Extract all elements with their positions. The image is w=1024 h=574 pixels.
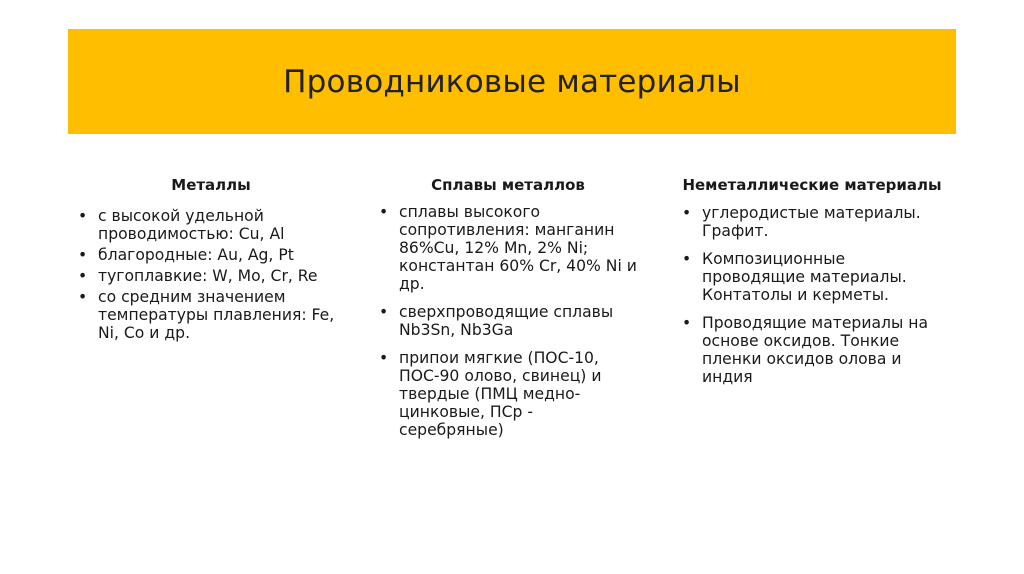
bullet-list	[76, 207, 338, 342]
column-nonmetals	[680, 176, 944, 396]
list-item: • Проводящие материалы на основе оксидов. Тонкие пленки оксидов олова и индия	[680, 314, 944, 386]
list-item: • с высокой удельной проводимостью: Cu, Al	[76, 207, 338, 243]
title-banner	[68, 29, 956, 134]
bullet-list	[680, 204, 944, 386]
column-metals	[76, 176, 338, 345]
column-alloys	[377, 176, 639, 449]
column-heading: Сплавы металлов	[431, 176, 585, 194]
list-item: • припои мягкие (ПОС-10, ПОС-90 олово, свинец) и твердые (ПМЦ медно-цинковые, ПСр - серебряные)	[377, 349, 639, 439]
list-item: • тугоплавкие: W, Mo, Cr, Re	[76, 267, 338, 285]
slide-title: Проводниковые материалы	[283, 63, 741, 100]
list-item: • Композиционные проводящие материалы. Контатолы и керметы.	[680, 250, 944, 304]
list-item: • сплавы высокого сопротивления: манганин 86%Cu, 12% Mn, 2% Ni; константан 60% Cr, 40% Ni и др.	[377, 203, 639, 293]
list-item: • со средним значением температуры плавления: Fe, Ni, Co и др.	[76, 288, 338, 342]
list-item: • углеродистые материалы. Графит.	[680, 204, 944, 240]
list-item: • сверхпроводящие сплавы Nb3Sn, Nb3Ga	[377, 303, 639, 339]
bullet-list	[377, 203, 639, 439]
column-heading: Неметаллические материалы	[682, 176, 942, 194]
column-heading: Металлы	[171, 176, 251, 194]
list-item: • благородные: Au, Ag, Pt	[76, 246, 338, 264]
